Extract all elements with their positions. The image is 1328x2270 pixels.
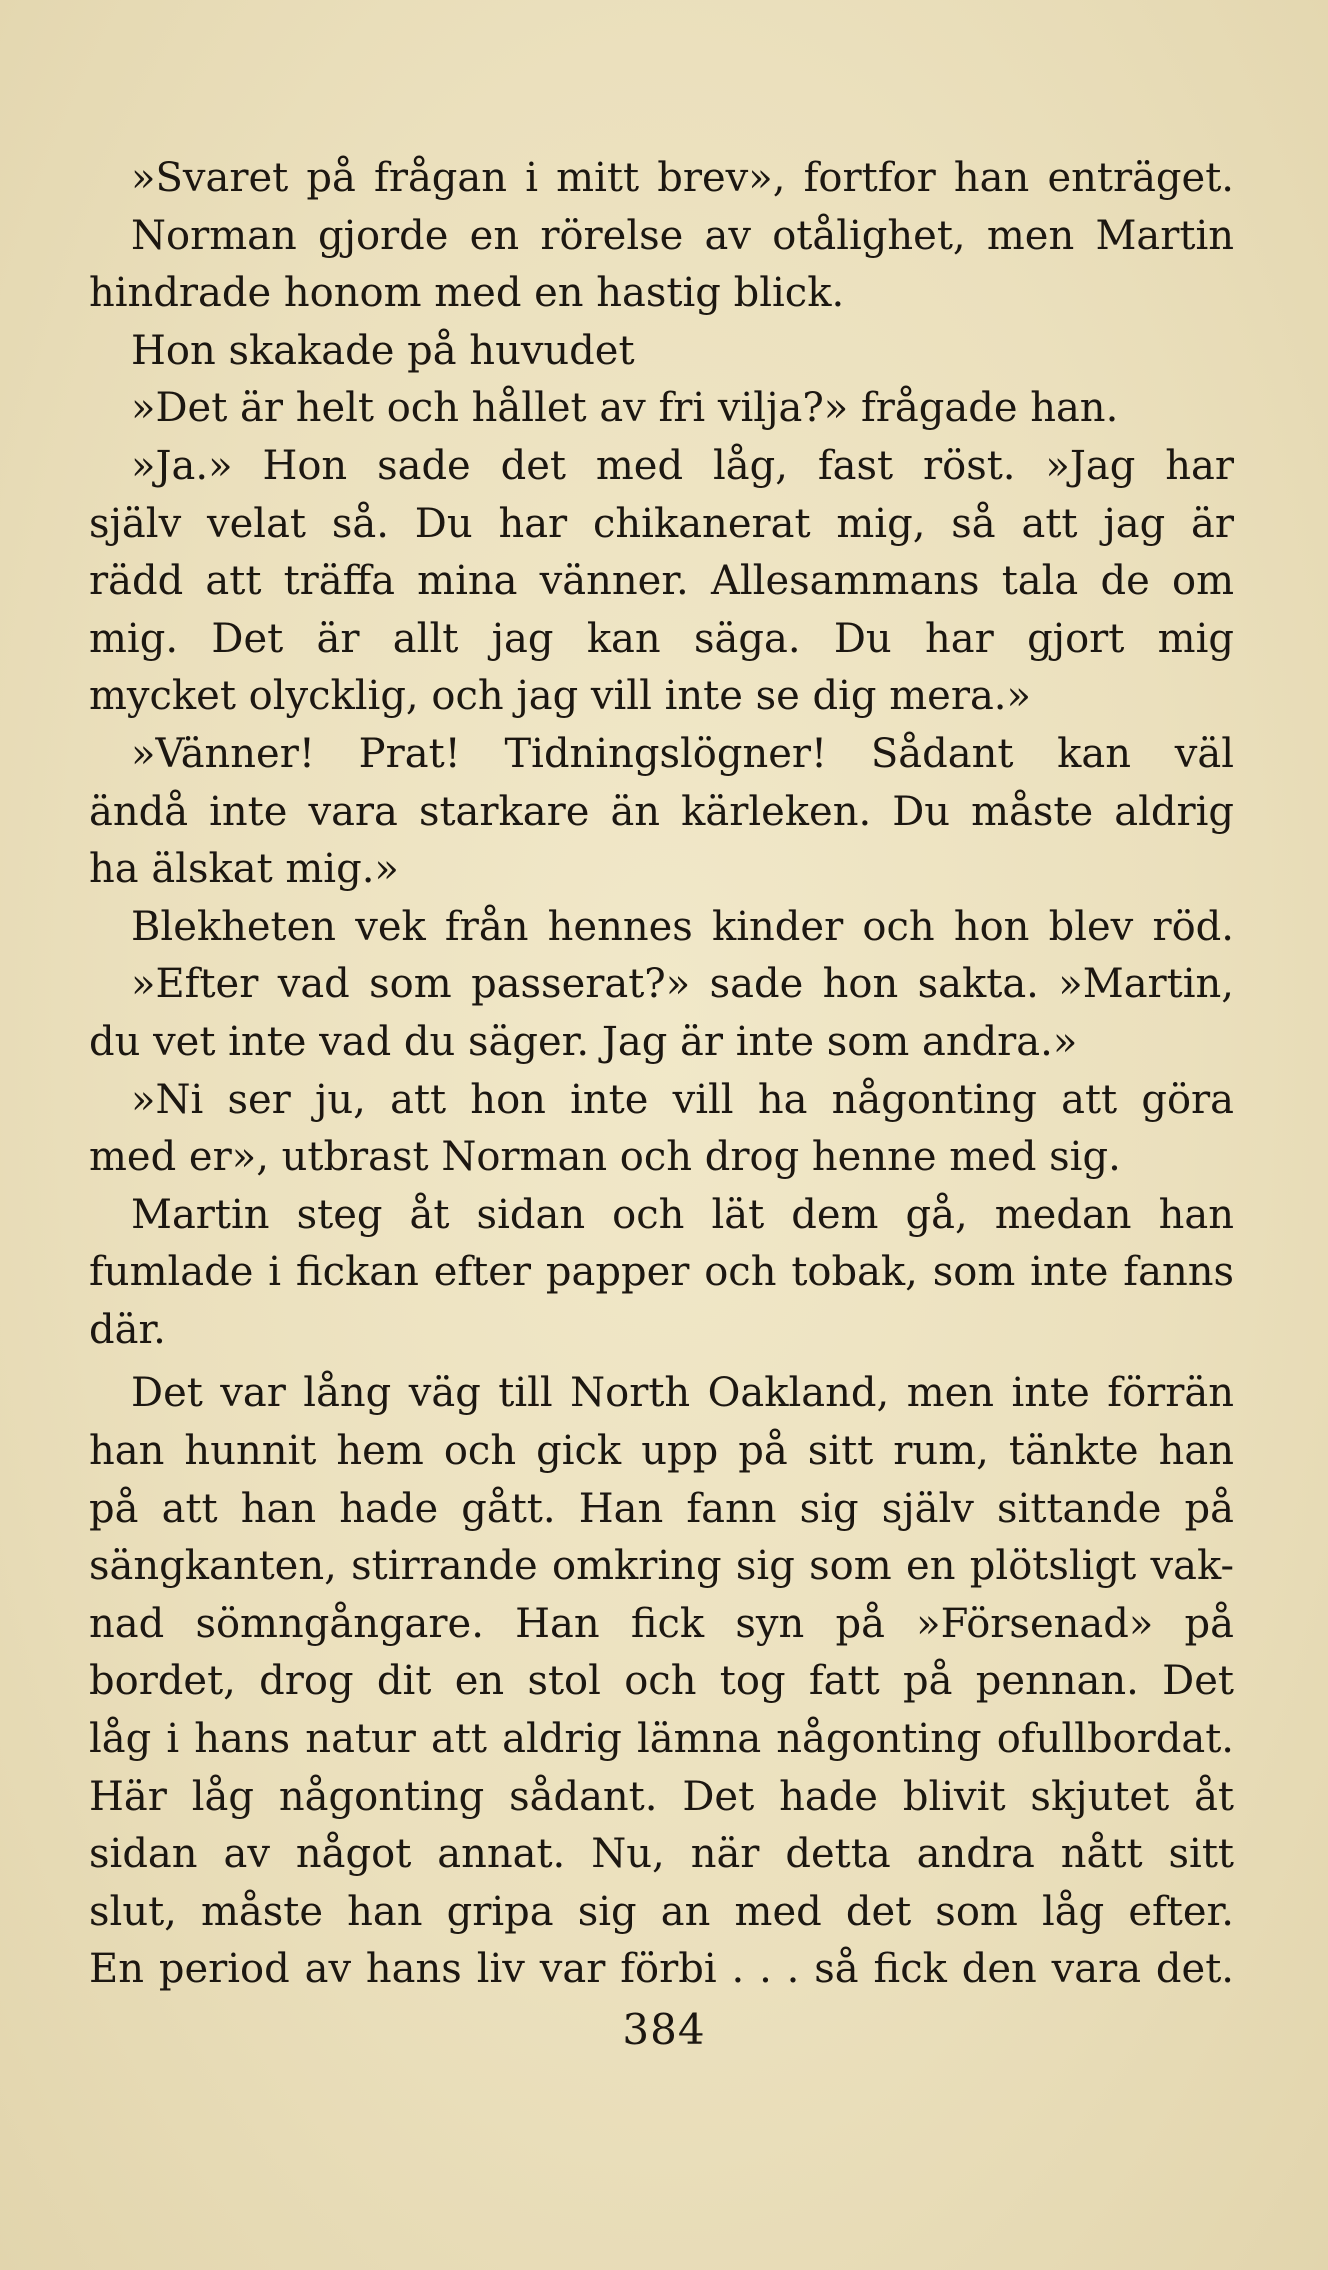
text-line: sängkanten, stirrande omkring sig som en plötsligt vak- — [89, 1543, 1234, 1590]
text-line: Martin steg åt sidan och lät dem gå, medan han — [131, 1191, 1234, 1238]
text-line: där. — [89, 1306, 166, 1353]
text-line: »Ni ser ju, att hon inte vill ha någonting att göra — [131, 1076, 1234, 1123]
text-line: fumlade i fickan efter papper och tobak, som inte fanns — [89, 1249, 1234, 1296]
text-line: hindrade honom med en hastig blick. — [89, 270, 845, 317]
text-line: låg i hans natur att aldrig lämna någonting ofullbordat. — [89, 1716, 1234, 1763]
text-line: ha älskat mig.» — [89, 846, 399, 893]
text-line: »Svaret på frågan i mitt brev», fortfor han enträget. — [131, 155, 1234, 201]
text-line: Det var lång väg till North Oakland, men inte förrän — [131, 1370, 1234, 1417]
text-line: slut, måste han gripa sig an med det som låg efter. — [89, 1888, 1234, 1935]
text-line: nad sömngångare. Han fick syn på »Försenad» på — [89, 1600, 1234, 1647]
text-line: Här låg någonting sådant. Det hade blivit skjutet åt — [89, 1773, 1234, 1820]
text-line: mycket olycklig, och jag vill inte se dig mera.» — [89, 673, 1031, 720]
text-line: »Efter vad som passerat?» sade hon sakta. »Martin, — [131, 961, 1234, 1008]
page-number: 384 — [622, 2005, 706, 2054]
text-line: sidan av något annat. Nu, när detta andra nått sitt — [89, 1831, 1234, 1878]
text-line: på att han hade gått. Han fann sig själv sittande på — [89, 1485, 1234, 1532]
text-line: med er», utbrast Norman och drog henne med sig. — [89, 1134, 1121, 1181]
text-line: bordet, drog dit en stol och tog fatt på pennan. Det — [89, 1658, 1234, 1705]
text-line: Hon skakade på huvudet — [131, 327, 635, 374]
body-text — [89, 150, 1234, 1999]
text-line: »Det är helt och hållet av fri vilja?» frågade han. — [131, 385, 1119, 432]
text-line: »Vänner! Prat! Tidningslögner! Sådant kan väl — [131, 730, 1234, 777]
text-line: En period av hans liv var förbi . . . så fick den vara det. — [89, 1946, 1234, 1993]
text-line: rädd att träffa mina vänner. Allesammans tala de om — [89, 558, 1234, 605]
text-line: ändå inte vara starkare än kärleken. Du måste aldrig — [89, 788, 1234, 835]
text-line: »Ja.» Hon sade det med låg, fast röst. »Jag har — [131, 442, 1234, 489]
text-line: Blekheten vek från hennes kinder och hon blev röd. — [131, 903, 1234, 950]
text-line: Norman gjorde en rörelse av otålighet, men Martin — [131, 212, 1234, 259]
text-line: du vet inte vad du säger. Jag är inte som andra.» — [89, 1018, 1078, 1065]
text-line: själv velat så. Du har chikanerat mig, så att jag är — [89, 500, 1234, 547]
text-line: mig. Det är allt jag kan säga. Du har gjort mig — [89, 615, 1234, 662]
text-line: han hunnit hem och gick upp på sitt rum, tänkte han — [89, 1428, 1234, 1475]
